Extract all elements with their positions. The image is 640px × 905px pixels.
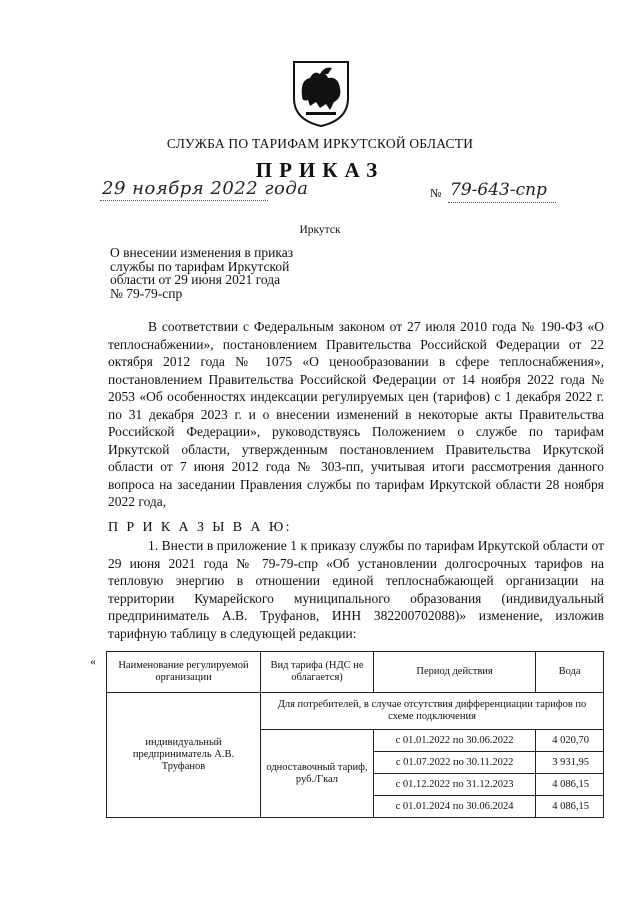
handwritten-date: 29 ноября 2022 года (102, 178, 309, 199)
price-cell: 3 931,95 (536, 752, 604, 774)
order-subject (110, 246, 332, 300)
number-sign: № (430, 186, 442, 200)
tariff-table (106, 651, 604, 818)
header-period: Период действия (373, 652, 535, 693)
period-cell: с 01.12.2022 по 31.12.2023 (373, 774, 535, 796)
organization-cell: индивидуальный предприниматель А.В. Труфанов (107, 693, 261, 818)
order-item-1-text: 1. Внести в приложение 1 к приказу службы по тарифам Иркутской области от 29 июня 2021 года № 79-79-спр «Об установлении долгосрочных тарифов на тепловую энергию в отношении единой теплоснабжающей организации на территории Кумарейского муниципального образования (индивидуальный предприниматель А.В. Труфанов, ИНН 382200702088)» изменение, изложив тарифную таблицу в следующей редакции: (108, 538, 604, 641)
date-underline (100, 200, 268, 201)
price-cell: 4 020,70 (536, 730, 604, 752)
table-subheader-row (107, 693, 604, 730)
subject-line: службы по тарифам Иркутской (110, 258, 290, 274)
subject-line: № 79-79-спр (110, 285, 183, 301)
consumer-subheader: Для потребителей, в случае отсутствия дифференциации тарифов по схеме подключения (261, 693, 604, 730)
agency-name: СЛУЖБА ПО ТАРИФАМ ИРКУТСКОЙ ОБЛАСТИ (166, 136, 474, 151)
opening-quote-mark: « (90, 654, 96, 668)
header-organization: Наименование регулируемой организации (107, 652, 261, 693)
tariff-type-cell: одноставочный тариф, руб./Гкал (261, 730, 374, 818)
order-word: П Р И К А З Ы В А Ю: (108, 520, 292, 535)
header-tariff-type: Вид тарифа (НДС не облагается) (261, 652, 374, 693)
irkutsk-coat-of-arms-icon (290, 58, 352, 128)
order-item-1 (108, 537, 604, 642)
price-cell: 4 086,15 (536, 796, 604, 818)
city-name: Иркутск (299, 224, 341, 236)
price-cell: 4 086,15 (536, 774, 604, 796)
number-underline (448, 202, 556, 203)
subject-line: области от 29 июня 2021 года (110, 272, 281, 287)
document-type-title: ПРИКАЗ (255, 158, 385, 182)
preamble (108, 318, 604, 511)
subject-line: О внесении изменения в приказ (110, 245, 294, 260)
handwritten-document-number: 79-643-спр (450, 180, 547, 200)
preamble-paragraph: В соответствии с Федеральным законом от 27 июля 2010 года № 190-ФЗ «О теплоснабжении», постановлением Правительства Российской Федерации от 22 октября 2012 года № 1075 «О ценообразовании в сфере теплоснабжения», постановлением Правительства Российской Федерации от 14 ноября 2022 года № 2053 «Об особенностях индексации регулируемых цен (тарифов) с 1 декабря 2022 г. по 31 декабря 2023 г. и о внесении изменений в некоторые акты Правительства Российской Федерации», руководствуясь Положением о службе по тарифам Иркутской области, утвержденным постановлением Правительства Иркутской области от 7 июня 2012 года № 303-пп, учитывая итоги рассмотрения данного вопроса на заседании Правления службы по тарифам Иркутской области 28 ноября 2022 года, (108, 319, 604, 509)
period-cell: с 01.07.2022 по 30.11.2022 (373, 752, 535, 774)
table-header-row (107, 652, 604, 693)
header-water: Вода (536, 652, 604, 693)
period-cell: с 01.01.2022 по 30.06.2022 (373, 730, 535, 752)
period-cell: с 01.01.2024 по 30.06.2024 (373, 796, 535, 818)
